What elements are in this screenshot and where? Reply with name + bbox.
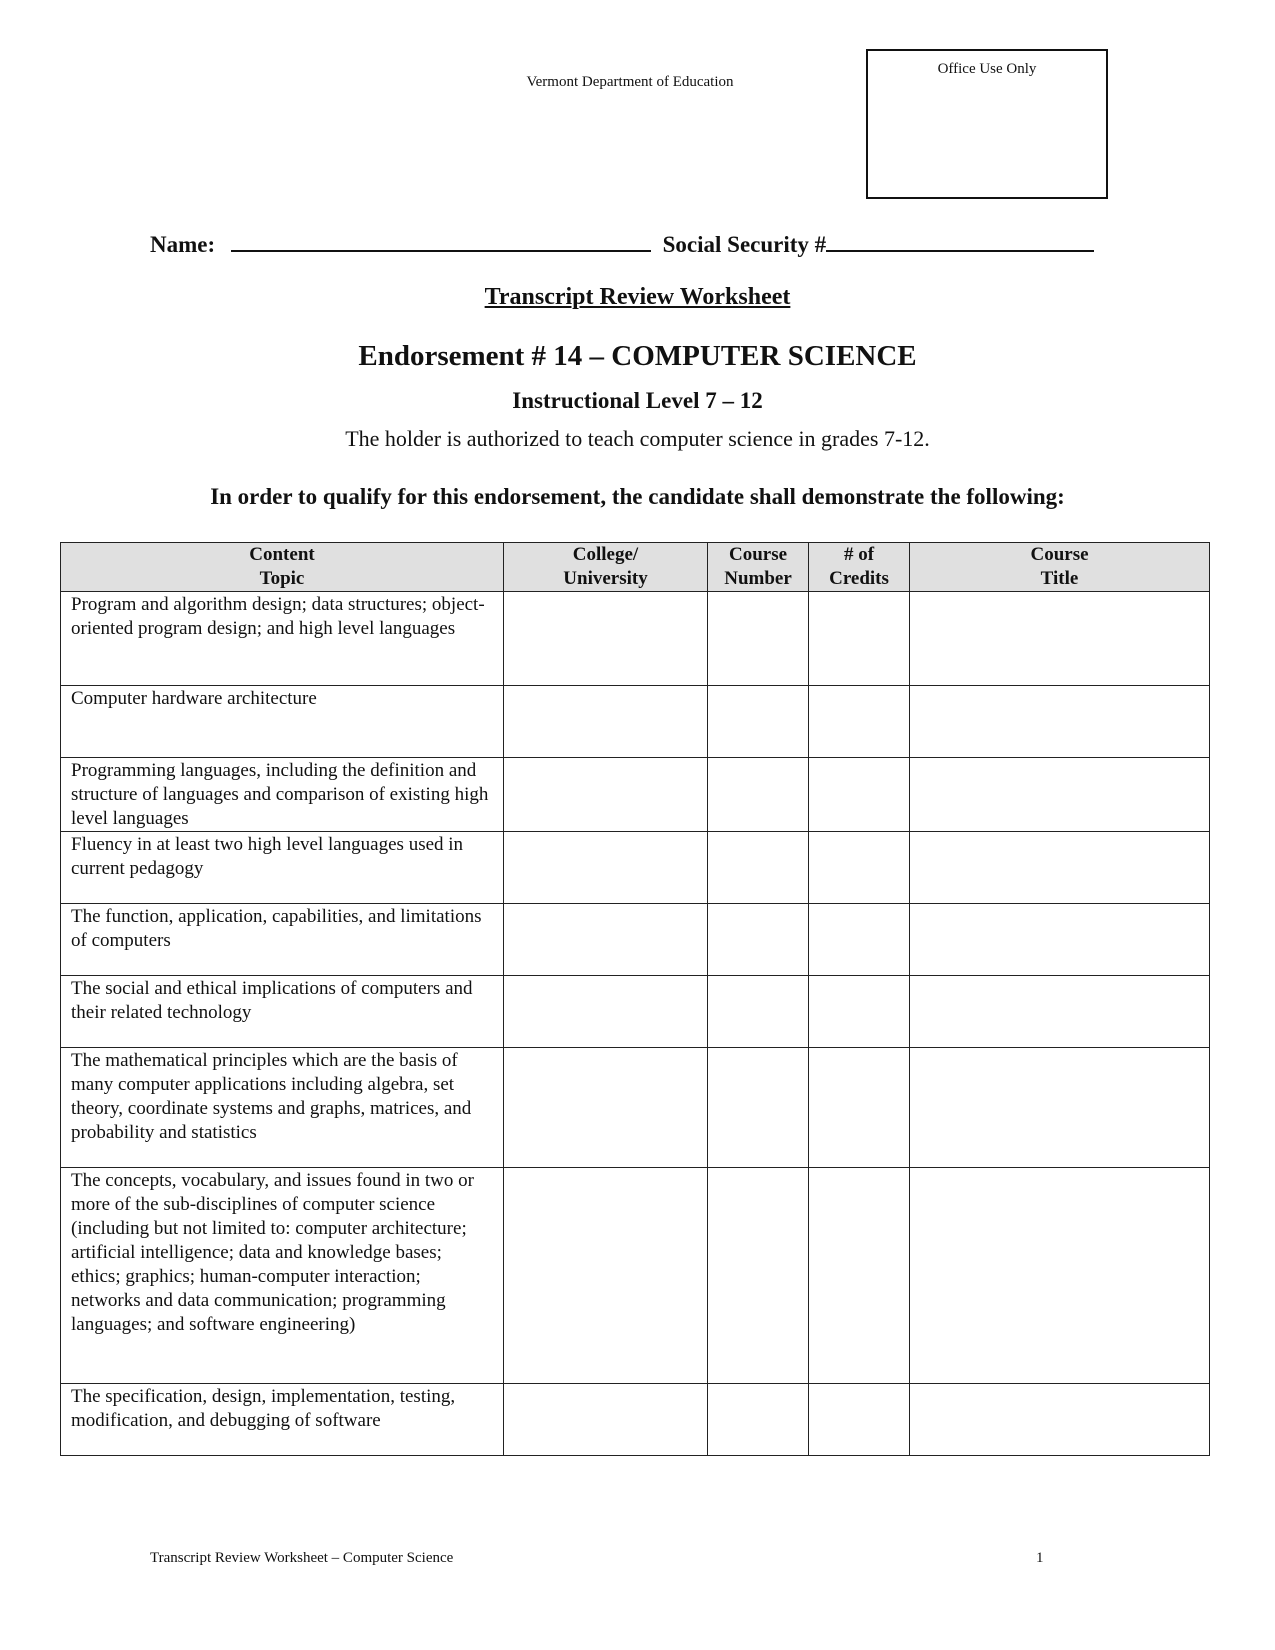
college-cell[interactable] — [504, 904, 708, 976]
course-title-cell[interactable] — [910, 686, 1210, 758]
course-number-cell[interactable] — [708, 904, 809, 976]
course-title-cell[interactable] — [910, 758, 1210, 832]
credits-cell[interactable] — [809, 976, 910, 1048]
college-cell[interactable] — [504, 1384, 708, 1456]
column-header-college: College/ University — [504, 543, 708, 592]
ssn-label: Social Security # — [662, 232, 827, 257]
department-name: Vermont Department of Education — [526, 74, 734, 90]
content-topic-cell: The mathematical principles which are the basis of many computer applications including algebra, set theory, coordinate systems and graphs, matrices, and probability and statistics — [61, 1048, 504, 1168]
column-header-course-number: Course Number — [708, 543, 809, 592]
table-header-row — [61, 543, 1210, 592]
column-header-content-topic: Content Topic — [61, 543, 504, 592]
credits-cell[interactable] — [809, 1048, 910, 1168]
content-topic-cell: The concepts, vocabulary, and issues found in two or more of the sub-disciplines of computer science (including but not limited to: computer architecture; artificial intelligence; data and knowledge bases; ethics; graphics; human-computer interaction; networks and data communication; programming languages; and software engineering) — [61, 1168, 504, 1384]
course-title-cell[interactable] — [910, 832, 1210, 904]
course-number-cell[interactable] — [708, 1168, 809, 1384]
transcript-table — [60, 542, 1210, 1456]
content-topic-cell: Programming languages, including the definition and structure of languages and comparison of existing high level languages — [61, 758, 504, 832]
endorsement-title: Endorsement # 14 – COMPUTER SCIENCE — [358, 340, 917, 372]
course-number-cell[interactable] — [708, 1048, 809, 1168]
column-header-credits: # of Credits — [809, 543, 910, 592]
table-row — [61, 686, 1210, 758]
course-title-cell[interactable] — [910, 1048, 1210, 1168]
content-topic-cell: Program and algorithm design; data structures; object-oriented program design; and high level languages — [61, 592, 504, 686]
course-number-cell[interactable] — [708, 976, 809, 1048]
college-cell[interactable] — [504, 758, 708, 832]
office-use-label: Office Use Only — [937, 61, 1037, 77]
name-label: Name: — [150, 232, 216, 257]
page-number: 1 — [1036, 1550, 1044, 1566]
content-topic-cell: The specification, design, implementation, testing, modification, and debugging of software — [61, 1384, 504, 1456]
course-number-cell[interactable] — [708, 832, 809, 904]
name-ssn-row — [150, 230, 1130, 258]
content-topic-cell: Computer hardware architecture — [61, 686, 504, 758]
name-field[interactable] — [231, 230, 651, 252]
course-title-cell[interactable] — [910, 1384, 1210, 1456]
table-row — [61, 832, 1210, 904]
credits-cell[interactable] — [809, 686, 910, 758]
table-row — [61, 1384, 1210, 1456]
ssn-field[interactable] — [826, 230, 1094, 252]
course-title-cell[interactable] — [910, 1168, 1210, 1384]
instructional-level: Instructional Level 7 – 12 — [512, 388, 763, 413]
table-row — [61, 1048, 1210, 1168]
table-row — [61, 1168, 1210, 1384]
worksheet-title: Transcript Review Worksheet — [484, 284, 791, 310]
course-number-cell[interactable] — [708, 1384, 809, 1456]
content-topic-cell: The social and ethical implications of computers and their related technology — [61, 976, 504, 1048]
qualification-statement: In order to qualify for this endorsement, the candidate shall demonstrate the following: — [210, 484, 1065, 509]
column-header-course-title: Course Title — [910, 543, 1210, 592]
course-title-cell[interactable] — [910, 904, 1210, 976]
credits-cell[interactable] — [809, 904, 910, 976]
college-cell[interactable] — [504, 686, 708, 758]
credits-cell[interactable] — [809, 832, 910, 904]
college-cell[interactable] — [504, 832, 708, 904]
table-row — [61, 976, 1210, 1048]
college-cell[interactable] — [504, 592, 708, 686]
course-number-cell[interactable] — [708, 592, 809, 686]
table-row — [61, 904, 1210, 976]
course-title-cell[interactable] — [910, 592, 1210, 686]
table-row — [61, 592, 1210, 686]
credits-cell[interactable] — [809, 1384, 910, 1456]
footer-title: Transcript Review Worksheet – Computer Science — [150, 1550, 454, 1566]
college-cell[interactable] — [504, 1168, 708, 1384]
content-topic-cell: Fluency in at least two high level languages used in current pedagogy — [61, 832, 504, 904]
content-topic-cell: The function, application, capabilities, and limitations of computers — [61, 904, 504, 976]
credits-cell[interactable] — [809, 758, 910, 832]
college-cell[interactable] — [504, 976, 708, 1048]
college-cell[interactable] — [504, 1048, 708, 1168]
credits-cell[interactable] — [809, 592, 910, 686]
course-number-cell[interactable] — [708, 686, 809, 758]
authorization-statement: The holder is authorized to teach computer science in grades 7-12. — [345, 426, 930, 451]
course-title-cell[interactable] — [910, 976, 1210, 1048]
table-row — [61, 758, 1210, 832]
course-number-cell[interactable] — [708, 758, 809, 832]
office-use-box — [866, 49, 1108, 199]
credits-cell[interactable] — [809, 1168, 910, 1384]
